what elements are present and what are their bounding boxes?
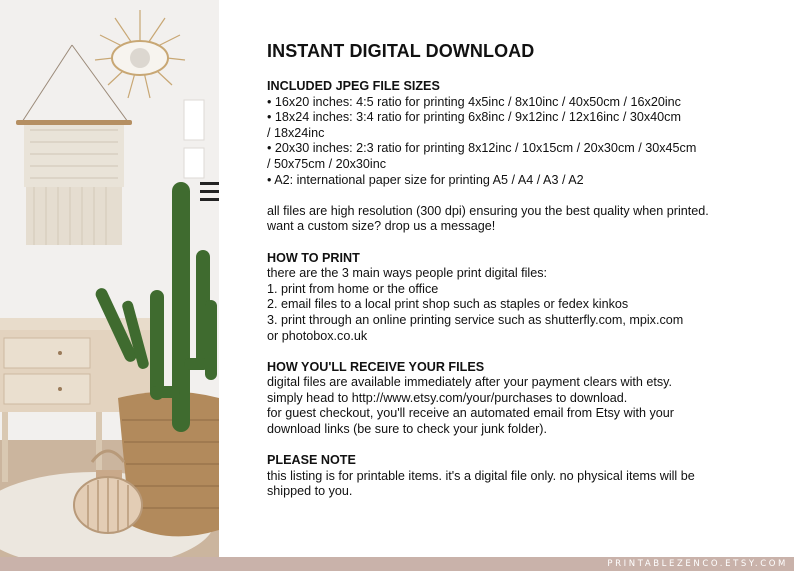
print-line: 2. email files to a local print shop such as staples or fedex kinkos [267,297,629,312]
how-to-print-heading: HOW TO PRINT [267,250,360,265]
file-size-line: • 20x30 inches: 2:3 ratio for printing 8x12inc / 10x15cm / 20x30cm / 30x45cm [267,141,697,156]
receive-line: digital files are available immediately after your payment clears with etsy. [267,375,673,390]
note-line: this listing is for printable items. it's a digital file only. no physical items will be [267,468,695,483]
file-size-line: / 50x75cm / 20x30inc [267,156,387,171]
file-size-line: • 18x24 inches: 3:4 ratio for printing 6x8inc / 9x12inc / 12x16inc / 30x40cm [267,110,681,125]
quality-section [267,204,777,235]
shop-url: PRINTABLEZENCO.ETSY.COM [607,559,788,569]
listing-description [267,40,777,500]
file-sizes-section [267,79,777,188]
receive-files-heading: HOW YOU'LL RECEIVE YOUR FILES [267,359,485,374]
receive-line: download links (be sure to check your junk folder). [267,422,548,437]
print-line: 3. print through an online printing service such as shutterfly.com, mpix.com [267,312,684,327]
please-note-heading: PLEASE NOTE [267,453,356,468]
interior-photo [0,0,219,557]
file-size-line: / 18x24inc [267,125,325,140]
quality-line: all files are high resolution (300 dpi) ensuring you the best quality when printed. [267,203,709,218]
print-line: there are the 3 main ways people print digital files: [267,266,548,281]
print-line: or photobox.co.uk [267,328,368,343]
file-size-line: • A2: international paper size for printing A5 / A4 / A3 / A2 [267,172,584,187]
file-size-line: • 16x20 inches: 4:5 ratio for printing 4x5inc / 8x10inc / 40x50cm / 16x20inc [267,94,681,109]
receive-line: for guest checkout, you'll receive an automated email from Etsy with your [267,406,674,421]
interior-photo-illustration [0,0,219,557]
print-line: 1. print from home or the office [267,281,439,296]
custom-size-line: want a custom size? drop us a message! [267,219,496,234]
footer-bar [0,557,794,571]
note-line: shipped to you. [267,484,353,499]
how-to-print-section [267,251,777,345]
receive-files-section [267,360,777,438]
document-title: INSTANT DIGITAL DOWNLOAD [267,41,535,61]
please-note-section [267,453,777,500]
file-sizes-heading: INCLUDED JPEG FILE SIZES [267,79,440,93]
receive-line: simply head to http://www.etsy.com/your/purchases to download. [267,390,628,405]
